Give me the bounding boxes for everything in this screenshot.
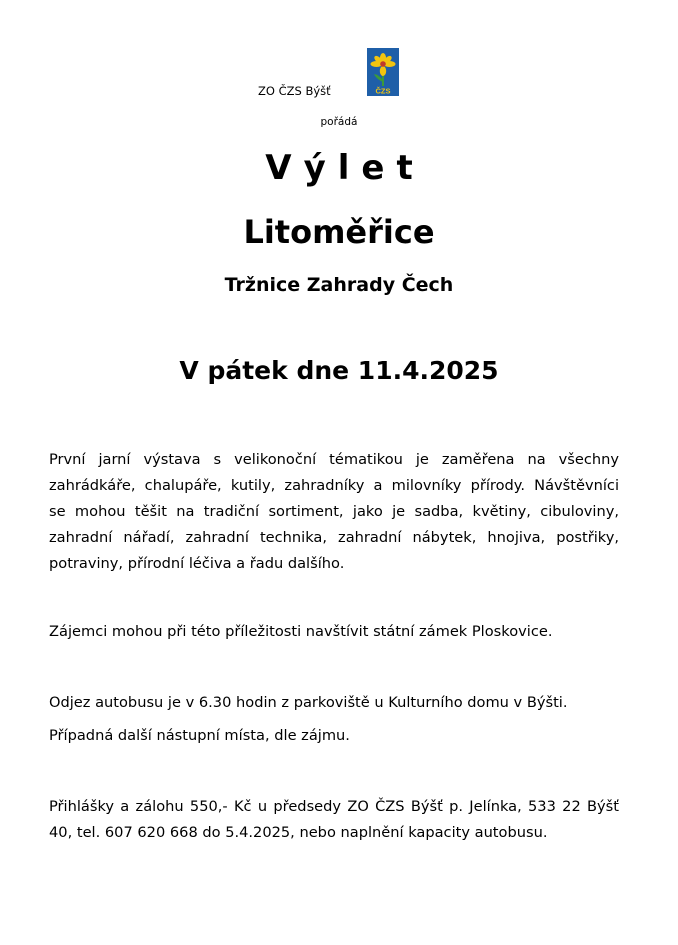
paragraph-line: se mohou těšit na tradiční sortiment, jako je sadba, květiny, cibuloviny, xyxy=(49,503,619,520)
czs-logo xyxy=(367,48,399,96)
trip-date: V pátek dne 11.4.2025 xyxy=(179,356,499,385)
paragraph-line: Zájemci mohou při této příležitosti navštívit státní zámek Ploskovice. xyxy=(49,623,553,640)
logo-flower-center xyxy=(380,61,386,67)
paragraph-line: zahrádkáře, chalupáře, kutily, zahradníky a milovníky přírody. Návštěvníci xyxy=(49,477,619,494)
presents-label: pořádá xyxy=(320,116,358,128)
organization-name: ZO ČZS Býšť xyxy=(258,84,331,98)
paragraph-line: Případná další nástupní místa, dle zájmu. xyxy=(49,727,350,744)
venue-name: Tržnice Zahrady Čech xyxy=(224,274,454,296)
paragraph-line: 40, tel. 607 620 668 do 5.4.2025, nebo naplnění kapacity autobusu. xyxy=(49,824,548,841)
logo-text: ČZS xyxy=(375,86,391,96)
paragraph-line: potraviny, přírodní léčiva a řadu dalšího. xyxy=(49,555,345,572)
destination-city: Litoměřice xyxy=(243,213,435,251)
other-stops-paragraph xyxy=(49,723,619,749)
departure-paragraph xyxy=(49,690,619,716)
page-title: Výlet xyxy=(265,148,425,188)
castle-paragraph xyxy=(49,619,619,645)
paragraph-line: Odjez autobusu je v 6.30 hodin z parkoviště u Kulturního domu v Býšti. xyxy=(49,694,568,711)
paragraph-line: zahradní nářadí, zahradní technika, zahradní nábytek, hnojiva, postřiky, xyxy=(49,529,619,546)
paragraph-line: První jarní výstava s velikonoční tématikou je zaměřena na všechny xyxy=(49,451,619,468)
registration-paragraph xyxy=(49,794,619,846)
exhibition-paragraph xyxy=(49,447,619,577)
paragraph-line: Přihlášky a zálohu 550,- Kč u předsedy ZO ČZS Býšť p. Jelínka, 533 22 Býšť xyxy=(49,798,619,815)
